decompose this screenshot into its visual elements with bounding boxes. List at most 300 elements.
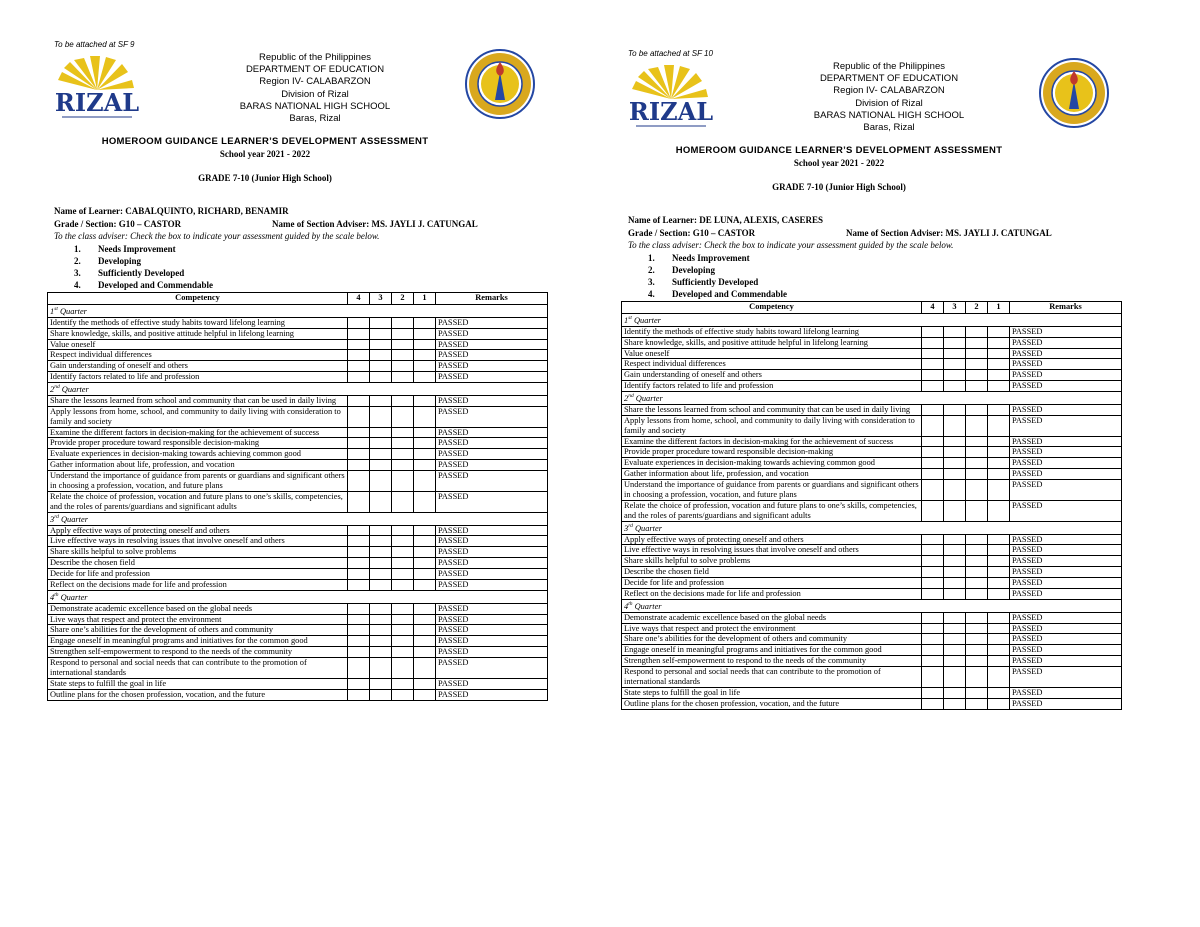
remark-cell: PASSED (436, 614, 548, 625)
score-2-checkbox[interactable] (966, 623, 988, 634)
competency-text: Examine the different factors in decision-making for the achievement of success (622, 436, 922, 447)
score-3-checkbox[interactable] (944, 359, 966, 370)
score-3-checkbox[interactable] (944, 667, 966, 688)
remark-cell: PASSED (436, 536, 548, 547)
score-3-checkbox[interactable] (944, 415, 966, 436)
competency-text: Value oneself (622, 348, 922, 359)
competency-row (622, 447, 1122, 458)
score-2-checkbox[interactable] (392, 460, 414, 471)
score-2-checkbox[interactable] (966, 645, 988, 656)
score-3-checkbox[interactable] (944, 634, 966, 645)
score-1-checkbox[interactable] (414, 350, 436, 361)
score-3-checkbox[interactable] (944, 436, 966, 447)
score-4-checkbox[interactable] (348, 525, 370, 536)
score-2-checkbox[interactable] (966, 447, 988, 458)
score-3-checkbox[interactable] (944, 612, 966, 623)
competency-text: Identify the methods of effective study habits toward lifelong learning (622, 326, 922, 337)
score-4-checkbox[interactable] (922, 578, 944, 589)
score-2-checkbox[interactable] (392, 328, 414, 339)
score-2-checkbox[interactable] (392, 689, 414, 700)
score-1-checkbox[interactable] (988, 404, 1010, 415)
scale-item: 1. Needs Improvement (74, 244, 176, 254)
competency-row (48, 395, 548, 406)
score-1-checkbox[interactable] (988, 359, 1010, 370)
score-4-checkbox[interactable] (348, 536, 370, 547)
score-3-checkbox[interactable] (370, 580, 392, 591)
score-3-checkbox[interactable] (370, 689, 392, 700)
score-3-checkbox[interactable] (944, 545, 966, 556)
score-2-checkbox[interactable] (966, 458, 988, 469)
score-2-checkbox[interactable] (966, 634, 988, 645)
score-3-checkbox[interactable] (370, 536, 392, 547)
score-4-checkbox[interactable] (348, 317, 370, 328)
score-2-checkbox[interactable] (966, 556, 988, 567)
score-1-checkbox[interactable] (988, 545, 1010, 556)
score-4-checkbox[interactable] (348, 438, 370, 449)
score-3-checkbox[interactable] (944, 404, 966, 415)
score-4-checkbox[interactable] (348, 636, 370, 647)
score-3-checkbox[interactable] (944, 698, 966, 709)
score-3-checkbox[interactable] (370, 569, 392, 580)
score-4-checkbox[interactable] (348, 406, 370, 427)
score-1-checkbox[interactable] (988, 348, 1010, 359)
score-2-checkbox[interactable] (966, 381, 988, 392)
score-1-checkbox[interactable] (414, 689, 436, 700)
header-line-country: Republic of the Philippines (259, 52, 371, 63)
competency-row (48, 492, 548, 513)
score-1-checkbox[interactable] (988, 612, 1010, 623)
competency-row (48, 625, 548, 636)
score-1-checkbox[interactable] (414, 406, 436, 427)
score-4-checkbox[interactable] (348, 658, 370, 679)
score-2-checkbox[interactable] (392, 471, 414, 492)
score-3-checkbox[interactable] (370, 625, 392, 636)
score-4-checkbox[interactable] (348, 339, 370, 350)
score-4-checkbox[interactable] (922, 501, 944, 522)
remark-cell: PASSED (436, 406, 548, 427)
grade-level: GRADE 7-10 (Junior High School) (198, 173, 332, 183)
score-4-checkbox[interactable] (922, 480, 944, 501)
score-3-checkbox[interactable] (370, 406, 392, 427)
score-3-checkbox[interactable] (370, 449, 392, 460)
score-3-checkbox[interactable] (944, 656, 966, 667)
score-1-checkbox[interactable] (988, 589, 1010, 600)
score-4-checkbox[interactable] (348, 361, 370, 372)
score-4-checkbox[interactable] (348, 625, 370, 636)
score-4-checkbox[interactable] (922, 381, 944, 392)
header-line-address: Baras, Rizal (289, 113, 341, 125)
score-1-checkbox[interactable] (414, 427, 436, 438)
competency-row (48, 449, 548, 460)
score-4-checkbox[interactable] (922, 612, 944, 623)
score-4-checkbox[interactable] (348, 471, 370, 492)
competency-text: Apply lessons from home, school, and community to daily living with consideration to family and society (48, 406, 348, 427)
score-1-checkbox[interactable] (988, 645, 1010, 656)
score-3-checkbox[interactable] (370, 547, 392, 558)
score-1-checkbox[interactable] (414, 636, 436, 647)
score-4-checkbox[interactable] (922, 688, 944, 699)
score-2-checkbox[interactable] (966, 404, 988, 415)
competency-row (622, 612, 1122, 623)
competency-text: State steps to fulfill the goal in life (622, 688, 922, 699)
score-1-checkbox[interactable] (988, 623, 1010, 634)
score-1-checkbox[interactable] (988, 698, 1010, 709)
score-4-checkbox[interactable] (922, 656, 944, 667)
score-2-checkbox[interactable] (392, 614, 414, 625)
score-3-checkbox[interactable] (944, 688, 966, 699)
score-4-checkbox[interactable] (922, 337, 944, 348)
header-score-4: 4 (348, 293, 370, 305)
score-1-checkbox[interactable] (414, 471, 436, 492)
competency-text: Describe the chosen field (48, 558, 348, 569)
logo-wordmark: RIZAL (54, 88, 140, 117)
score-3-checkbox[interactable] (370, 647, 392, 658)
score-3-checkbox[interactable] (370, 614, 392, 625)
score-3-checkbox[interactable] (370, 438, 392, 449)
score-3-checkbox[interactable] (944, 534, 966, 545)
score-4-checkbox[interactable] (922, 370, 944, 381)
competency-row (48, 406, 548, 427)
score-3-checkbox[interactable] (370, 525, 392, 536)
score-2-checkbox[interactable] (392, 427, 414, 438)
score-2-checkbox[interactable] (392, 406, 414, 427)
score-2-checkbox[interactable] (392, 580, 414, 591)
score-4-checkbox[interactable] (922, 634, 944, 645)
rating-scale (648, 252, 787, 300)
remark-cell: PASSED (1010, 556, 1122, 567)
score-4-checkbox[interactable] (922, 645, 944, 656)
score-1-checkbox[interactable] (988, 480, 1010, 501)
score-3-checkbox[interactable] (370, 636, 392, 647)
score-1-checkbox[interactable] (414, 580, 436, 591)
score-1-checkbox[interactable] (414, 625, 436, 636)
score-2-checkbox[interactable] (966, 698, 988, 709)
score-1-checkbox[interactable] (988, 578, 1010, 589)
score-1-checkbox[interactable] (414, 395, 436, 406)
score-2-checkbox[interactable] (966, 415, 988, 436)
score-1-checkbox[interactable] (988, 501, 1010, 522)
competency-text: Share skills helpful to solve problems (622, 556, 922, 567)
score-2-checkbox[interactable] (966, 370, 988, 381)
score-4-checkbox[interactable] (348, 492, 370, 513)
score-3-checkbox[interactable] (944, 348, 966, 359)
remark-cell: PASSED (1010, 458, 1122, 469)
grade-section: Grade / Section: G10 – CASTOR (54, 219, 182, 229)
competency-row (48, 536, 548, 547)
header-score-3: 3 (944, 302, 966, 314)
score-1-checkbox[interactable] (988, 326, 1010, 337)
score-2-checkbox[interactable] (966, 534, 988, 545)
score-2-checkbox[interactable] (392, 317, 414, 328)
score-3-checkbox[interactable] (944, 381, 966, 392)
score-1-checkbox[interactable] (414, 679, 436, 690)
competency-row (622, 469, 1122, 480)
score-4-checkbox[interactable] (348, 449, 370, 460)
score-4-checkbox[interactable] (348, 603, 370, 614)
score-1-checkbox[interactable] (414, 569, 436, 580)
competency-text: Gain understanding of oneself and others (622, 370, 922, 381)
competency-text: Live ways that respect and protect the environment (48, 614, 348, 625)
score-3-checkbox[interactable] (944, 447, 966, 458)
score-3-checkbox[interactable] (370, 679, 392, 690)
score-4-checkbox[interactable] (348, 679, 370, 690)
quarter-row (48, 512, 548, 525)
score-3-checkbox[interactable] (944, 567, 966, 578)
score-1-checkbox[interactable] (988, 436, 1010, 447)
score-4-checkbox[interactable] (922, 623, 944, 634)
competency-text: Reflect on the decisions made for life and profession (48, 580, 348, 591)
score-1-checkbox[interactable] (988, 656, 1010, 667)
score-1-checkbox[interactable] (988, 667, 1010, 688)
score-2-checkbox[interactable] (392, 525, 414, 536)
score-3-checkbox[interactable] (370, 350, 392, 361)
score-3-checkbox[interactable] (944, 370, 966, 381)
score-1-checkbox[interactable] (988, 381, 1010, 392)
score-1-checkbox[interactable] (414, 614, 436, 625)
score-3-checkbox[interactable] (370, 558, 392, 569)
scale-item: 4. Developed and Commendable (648, 289, 788, 299)
score-1-checkbox[interactable] (988, 370, 1010, 381)
remark-cell: PASSED (436, 679, 548, 690)
score-1-checkbox[interactable] (414, 547, 436, 558)
score-3-checkbox[interactable] (944, 337, 966, 348)
score-4-checkbox[interactable] (922, 534, 944, 545)
score-2-checkbox[interactable] (966, 337, 988, 348)
score-3-checkbox[interactable] (370, 339, 392, 350)
score-1-checkbox[interactable] (414, 317, 436, 328)
score-3-checkbox[interactable] (370, 460, 392, 471)
score-3-checkbox[interactable] (944, 556, 966, 567)
competency-text: Demonstrate academic excellence based on the global needs (622, 612, 922, 623)
score-4-checkbox[interactable] (922, 415, 944, 436)
score-2-checkbox[interactable] (392, 547, 414, 558)
score-3-checkbox[interactable] (944, 589, 966, 600)
score-4-checkbox[interactable] (348, 350, 370, 361)
score-4-checkbox[interactable] (348, 558, 370, 569)
score-1-checkbox[interactable] (988, 469, 1010, 480)
quarter-row (622, 392, 1122, 405)
remark-cell: PASSED (1010, 645, 1122, 656)
competency-text: Share knowledge, skills, and positive attitude helpful in lifelong learning (622, 337, 922, 348)
score-2-checkbox[interactable] (966, 480, 988, 501)
score-2-checkbox[interactable] (966, 348, 988, 359)
score-4-checkbox[interactable] (922, 589, 944, 600)
score-1-checkbox[interactable] (988, 458, 1010, 469)
score-2-checkbox[interactable] (392, 395, 414, 406)
score-4-checkbox[interactable] (348, 647, 370, 658)
score-1-checkbox[interactable] (988, 556, 1010, 567)
score-2-checkbox[interactable] (966, 589, 988, 600)
score-4-checkbox[interactable] (922, 348, 944, 359)
score-2-checkbox[interactable] (392, 603, 414, 614)
score-2-checkbox[interactable] (966, 545, 988, 556)
score-2-checkbox[interactable] (392, 372, 414, 383)
score-4-checkbox[interactable] (922, 404, 944, 415)
score-2-checkbox[interactable] (966, 469, 988, 480)
score-4-checkbox[interactable] (922, 698, 944, 709)
score-3-checkbox[interactable] (944, 458, 966, 469)
remark-cell: PASSED (1010, 436, 1122, 447)
score-1-checkbox[interactable] (988, 447, 1010, 458)
score-2-checkbox[interactable] (392, 636, 414, 647)
score-3-checkbox[interactable] (370, 317, 392, 328)
score-2-checkbox[interactable] (392, 625, 414, 636)
score-3-checkbox[interactable] (944, 480, 966, 501)
header-line-department: DEPARTMENT OF EDUCATION (245, 64, 385, 76)
score-2-checkbox[interactable] (392, 361, 414, 372)
score-2-checkbox[interactable] (966, 501, 988, 522)
score-4-checkbox[interactable] (348, 460, 370, 471)
competency-row (622, 458, 1122, 469)
remark-cell: PASSED (1010, 359, 1122, 370)
score-1-checkbox[interactable] (988, 534, 1010, 545)
header-line-division: Division of Rizal (855, 97, 923, 109)
score-2-checkbox[interactable] (392, 569, 414, 580)
score-3-checkbox[interactable] (370, 471, 392, 492)
score-2-checkbox[interactable] (966, 656, 988, 667)
score-2-checkbox[interactable] (392, 492, 414, 513)
score-4-checkbox[interactable] (348, 427, 370, 438)
remark-cell: PASSED (1010, 415, 1122, 436)
competency-row (48, 603, 548, 614)
score-2-checkbox[interactable] (392, 536, 414, 547)
competency-row (48, 689, 548, 700)
score-3-checkbox[interactable] (944, 623, 966, 634)
score-1-checkbox[interactable] (414, 328, 436, 339)
competency-text: Provide proper procedure toward responsible decision-making (622, 447, 922, 458)
remark-cell: PASSED (1010, 337, 1122, 348)
score-1-checkbox[interactable] (988, 688, 1010, 699)
score-4-checkbox[interactable] (348, 614, 370, 625)
score-3-checkbox[interactable] (944, 469, 966, 480)
score-1-checkbox[interactable] (414, 647, 436, 658)
score-2-checkbox[interactable] (392, 558, 414, 569)
competency-text: Gather information about life, profession, and vocation (48, 460, 348, 471)
score-2-checkbox[interactable] (392, 438, 414, 449)
score-2-checkbox[interactable] (966, 612, 988, 623)
competency-text: Provide proper procedure toward responsible decision-making (48, 438, 348, 449)
score-2-checkbox[interactable] (392, 679, 414, 690)
score-3-checkbox[interactable] (944, 326, 966, 337)
score-1-checkbox[interactable] (414, 460, 436, 471)
competency-text: Share knowledge, skills, and positive attitude helpful in lifelong learning (48, 328, 348, 339)
score-4-checkbox[interactable] (922, 469, 944, 480)
score-1-checkbox[interactable] (414, 361, 436, 372)
score-3-checkbox[interactable] (944, 645, 966, 656)
competency-text: Identify factors related to life and profession (48, 372, 348, 383)
score-2-checkbox[interactable] (392, 350, 414, 361)
score-4-checkbox[interactable] (348, 689, 370, 700)
score-3-checkbox[interactable] (370, 395, 392, 406)
remark-cell: PASSED (1010, 480, 1122, 501)
score-2-checkbox[interactable] (966, 359, 988, 370)
score-1-checkbox[interactable] (414, 372, 436, 383)
score-3-checkbox[interactable] (370, 427, 392, 438)
score-4-checkbox[interactable] (348, 372, 370, 383)
score-1-checkbox[interactable] (414, 525, 436, 536)
remark-cell: PASSED (1010, 688, 1122, 699)
score-4-checkbox[interactable] (922, 556, 944, 567)
score-3-checkbox[interactable] (370, 492, 392, 513)
school-year: School year 2021 - 2022 (219, 149, 311, 159)
score-4-checkbox[interactable] (348, 395, 370, 406)
competency-row (48, 471, 548, 492)
score-1-checkbox[interactable] (988, 567, 1010, 578)
competency-text: Reflect on the decisions made for life and profession (622, 589, 922, 600)
score-4-checkbox[interactable] (922, 359, 944, 370)
score-1-checkbox[interactable] (414, 558, 436, 569)
score-1-checkbox[interactable] (414, 536, 436, 547)
competency-row (622, 415, 1122, 436)
score-4-checkbox[interactable] (348, 547, 370, 558)
score-4-checkbox[interactable] (922, 436, 944, 447)
header-line-division: Division of Rizal (281, 88, 349, 100)
score-4-checkbox[interactable] (922, 458, 944, 469)
score-2-checkbox[interactable] (392, 449, 414, 460)
score-1-checkbox[interactable] (414, 438, 436, 449)
score-2-checkbox[interactable] (966, 667, 988, 688)
score-2-checkbox[interactable] (966, 688, 988, 699)
score-3-checkbox[interactable] (370, 361, 392, 372)
score-1-checkbox[interactable] (988, 634, 1010, 645)
competency-text: Share one’s abilities for the development of others and community (48, 625, 348, 636)
score-2-checkbox[interactable] (966, 326, 988, 337)
remark-cell: PASSED (1010, 656, 1122, 667)
school-year: School year 2021 - 2022 (793, 158, 885, 168)
score-1-checkbox[interactable] (988, 415, 1010, 436)
score-1-checkbox[interactable] (988, 337, 1010, 348)
score-4-checkbox[interactable] (922, 667, 944, 688)
score-2-checkbox[interactable] (392, 647, 414, 658)
remark-cell: PASSED (1010, 612, 1122, 623)
score-3-checkbox[interactable] (370, 372, 392, 383)
competency-row (622, 578, 1122, 589)
school-seal-logo (1038, 57, 1110, 129)
remark-cell: PASSED (1010, 667, 1122, 688)
score-1-checkbox[interactable] (414, 603, 436, 614)
score-1-checkbox[interactable] (414, 658, 436, 679)
competency-row (622, 359, 1122, 370)
quarter-row (622, 599, 1122, 612)
score-1-checkbox[interactable] (414, 492, 436, 513)
quarter-label: 2nd Quarter (622, 392, 1122, 405)
competency-text: Share the lessons learned from school and community that can be used in daily living (48, 395, 348, 406)
score-4-checkbox[interactable] (922, 545, 944, 556)
score-2-checkbox[interactable] (966, 578, 988, 589)
score-2-checkbox[interactable] (966, 436, 988, 447)
score-2-checkbox[interactable] (392, 658, 414, 679)
competency-text: Respect individual differences (622, 359, 922, 370)
score-4-checkbox[interactable] (922, 567, 944, 578)
score-3-checkbox[interactable] (370, 603, 392, 614)
score-3-checkbox[interactable] (370, 328, 392, 339)
competency-row (48, 547, 548, 558)
score-3-checkbox[interactable] (944, 501, 966, 522)
score-4-checkbox[interactable] (348, 580, 370, 591)
score-1-checkbox[interactable] (414, 449, 436, 460)
header-score-4: 4 (922, 302, 944, 314)
score-4-checkbox[interactable] (922, 326, 944, 337)
score-4-checkbox[interactable] (348, 328, 370, 339)
score-4-checkbox[interactable] (348, 569, 370, 580)
score-2-checkbox[interactable] (392, 339, 414, 350)
score-1-checkbox[interactable] (414, 339, 436, 350)
score-3-checkbox[interactable] (370, 658, 392, 679)
score-4-checkbox[interactable] (922, 447, 944, 458)
score-2-checkbox[interactable] (966, 567, 988, 578)
score-3-checkbox[interactable] (944, 578, 966, 589)
grade-section-line (628, 228, 1148, 238)
